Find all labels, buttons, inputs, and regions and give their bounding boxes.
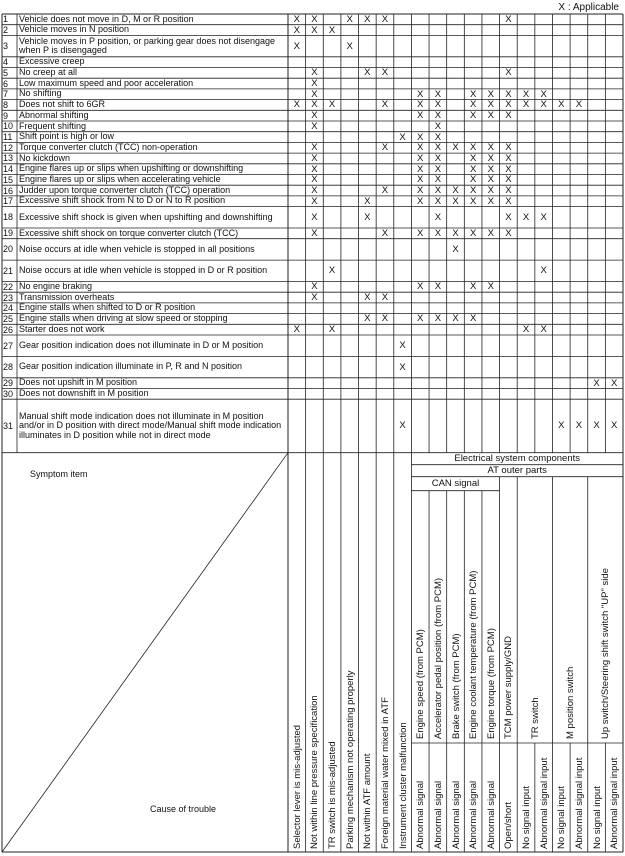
electrical-components-header: Electrical system components xyxy=(454,453,581,465)
applicable-mark: X xyxy=(505,110,512,121)
cause-sub-label: Abnormal signal xyxy=(450,780,462,849)
symptom-text: No creep at all xyxy=(19,67,78,78)
applicable-mark: X xyxy=(505,211,512,223)
can-signal-header: CAN signal xyxy=(431,478,480,490)
applicable-mark: X xyxy=(611,377,618,389)
applicable-mark: X xyxy=(434,185,442,196)
applicable-mark: X xyxy=(417,281,424,293)
symptom-text: No shifting xyxy=(19,88,62,99)
applicable-mark: X xyxy=(381,185,389,196)
legend: X : Applicable xyxy=(558,2,619,13)
applicable-mark: X xyxy=(417,110,424,121)
applicable-mark: X xyxy=(469,195,477,207)
applicable-mark: X xyxy=(452,243,459,255)
applicable-mark: X xyxy=(364,292,371,303)
applicable-mark: X xyxy=(381,142,389,154)
symptom-text: Frequent shifting xyxy=(19,121,87,131)
applicable-mark: X xyxy=(311,281,318,293)
applicable-mark: X xyxy=(364,313,371,325)
applicable-mark: X xyxy=(434,228,442,239)
applicable-mark: X xyxy=(311,88,318,100)
row-number: 13 xyxy=(3,153,14,164)
applicable-mark: X xyxy=(417,131,424,143)
applicable-mark: X xyxy=(293,40,300,52)
applicable-mark: X xyxy=(487,163,494,175)
grid-line xyxy=(2,453,288,852)
applicable-mark: X xyxy=(293,324,300,335)
row-number: 20 xyxy=(3,244,14,255)
applicable-mark: X xyxy=(381,67,389,79)
symptom-text: Noise occurs at idle when vehicle is stopped in all positions xyxy=(19,243,255,254)
applicable-mark: X xyxy=(469,163,477,175)
row-number: 30 xyxy=(3,388,14,399)
applicable-mark: X xyxy=(364,14,371,25)
row-number: 27 xyxy=(3,340,14,351)
cause-label: TCM power supply/GND xyxy=(503,636,515,739)
symptom-text: No kickdown xyxy=(19,153,71,163)
symptom-text: Excessive shift shock is given when upshifting and downshifting xyxy=(19,211,273,222)
applicable-mark: X xyxy=(469,142,477,154)
applicable-mark: X xyxy=(469,281,477,293)
symptom-text: No engine braking xyxy=(19,281,93,292)
applicable-mark: X xyxy=(487,142,494,154)
applicable-mark: X xyxy=(311,14,318,25)
applicable-mark: X xyxy=(487,195,494,207)
applicable-mark: X xyxy=(399,361,406,373)
cause-sub-label: Abnormal signal xyxy=(485,780,497,849)
applicable-mark: X xyxy=(540,88,547,100)
cause-label: M position switch xyxy=(565,666,577,739)
symptom-text: Transmission overheats xyxy=(19,292,115,302)
cause-label: TR switch xyxy=(529,697,541,739)
applicable-mark: X xyxy=(505,67,512,79)
cause-sub-label: Abnormal signal xyxy=(415,780,427,849)
applicable-mark: X xyxy=(469,228,477,239)
symptom-text: Engine stalls when shifted to D or R position xyxy=(19,302,196,313)
symptom-text: Starter does not work xyxy=(19,324,105,334)
row-number: 31 xyxy=(3,420,14,431)
applicable-mark: X xyxy=(311,195,318,207)
applicable-mark: X xyxy=(364,195,371,207)
applicable-mark: X xyxy=(505,185,512,196)
row-number: 5 xyxy=(3,67,9,78)
cause-of-trouble-label: Cause of trouble xyxy=(150,804,217,814)
applicable-mark: X xyxy=(505,88,512,100)
applicable-mark: X xyxy=(469,88,477,100)
applicable-mark: X xyxy=(434,281,442,293)
applicable-mark: X xyxy=(434,99,442,111)
row-number: 1 xyxy=(3,14,9,25)
applicable-mark: X xyxy=(434,110,442,121)
row-number: 16 xyxy=(3,185,14,196)
applicable-mark: X xyxy=(540,265,547,277)
applicable-mark: X xyxy=(346,14,353,25)
applicable-mark: X xyxy=(452,195,459,207)
symptom-text: Engine flares up or slips when upshifting or downshifting xyxy=(19,163,244,174)
applicable-mark: X xyxy=(381,313,389,325)
applicable-mark: X xyxy=(399,420,406,432)
applicable-mark: X xyxy=(505,174,512,186)
applicable-mark: X xyxy=(434,163,442,175)
applicable-mark: X xyxy=(364,211,371,223)
cause-sub-label: No signal input xyxy=(591,786,603,849)
applicable-mark: X xyxy=(505,14,512,25)
applicable-mark: X xyxy=(487,185,494,196)
applicable-mark: X xyxy=(311,24,318,36)
cause-label: Engine torque (from PCM) xyxy=(485,628,497,739)
cause-label: Parking mechanism not operating properly xyxy=(344,670,356,849)
applicable-mark: X xyxy=(417,185,424,196)
applicable-mark: X xyxy=(328,24,336,36)
applicable-mark: X xyxy=(311,211,318,223)
applicable-mark: X xyxy=(434,131,442,143)
applicable-mark: X xyxy=(417,163,424,175)
symptom-item-label: Symptom item xyxy=(30,468,88,479)
applicable-mark: X xyxy=(417,153,424,164)
cause-label: Engine speed (from PCM) xyxy=(415,629,427,739)
applicable-mark: X xyxy=(469,110,477,121)
symptom-text: Gear position indication illuminate in P, R and N position xyxy=(19,361,242,372)
applicable-mark: X xyxy=(417,313,424,325)
applicable-mark: X xyxy=(558,420,565,432)
applicable-mark: X xyxy=(381,292,389,303)
cause-sub-label: Abnormal signal input xyxy=(573,757,585,849)
applicable-mark: X xyxy=(293,24,300,36)
applicable-mark: X xyxy=(611,420,618,432)
applicable-mark: X xyxy=(487,228,494,239)
applicable-mark: X xyxy=(434,153,442,164)
symptom-text: Shift point is high or low xyxy=(19,131,115,142)
applicable-mark: X xyxy=(311,228,318,239)
applicable-mark: X xyxy=(505,163,512,175)
row-number: 17 xyxy=(3,196,14,207)
symptom-text: Does not upshift in M position xyxy=(19,377,138,388)
applicable-mark: X xyxy=(452,313,459,325)
applicable-mark: X xyxy=(311,292,318,303)
applicable-mark: X xyxy=(381,228,389,239)
applicable-mark: X xyxy=(452,142,459,154)
cause-label: Up switch/Steering shift switch "UP" side xyxy=(600,568,612,739)
applicable-mark: X xyxy=(487,110,494,121)
applicable-mark: X xyxy=(452,185,459,196)
applicable-mark: X xyxy=(328,324,336,335)
applicable-mark: X xyxy=(417,88,424,100)
symptom-text: Vehicle moves in N position xyxy=(19,24,130,35)
applicable-mark: X xyxy=(505,153,512,164)
applicable-mark: X xyxy=(575,420,583,432)
symptom-text: Noise occurs at idle when vehicle is stopped in D or R position xyxy=(19,265,268,276)
applicable-mark: X xyxy=(522,88,530,100)
cause-label: Not within ATF amount xyxy=(362,753,374,849)
applicable-mark: X xyxy=(469,174,477,186)
row-number: 14 xyxy=(3,164,14,175)
symptom-text: Gear position indication does not illuminate in D or M position xyxy=(19,339,264,350)
cause-sub-label: No signal input xyxy=(556,786,568,849)
applicable-mark: X xyxy=(311,78,318,89)
cause-label: Brake switch (from PCM) xyxy=(450,633,462,739)
applicable-mark: X xyxy=(328,265,336,277)
row-number: 7 xyxy=(3,89,9,100)
symptom-text: Vehicle does not move in D, M or R position xyxy=(19,14,194,24)
row-number: 24 xyxy=(3,303,14,314)
applicable-mark: X xyxy=(487,281,494,293)
applicable-mark: X xyxy=(381,14,389,25)
applicable-mark: X xyxy=(469,185,477,196)
cause-label: TR switch is mis-adjusted xyxy=(327,741,339,849)
applicable-mark: X xyxy=(434,174,442,186)
applicable-mark: X xyxy=(311,163,318,175)
applicable-mark: X xyxy=(417,142,424,154)
applicable-mark: X xyxy=(364,67,371,79)
applicable-mark: X xyxy=(540,211,547,223)
row-number: 4 xyxy=(3,57,9,68)
applicable-mark: X xyxy=(417,99,424,111)
applicable-mark: X xyxy=(593,377,600,389)
applicable-mark: X xyxy=(381,99,389,111)
row-number: 2 xyxy=(3,25,9,36)
applicable-mark: X xyxy=(487,153,494,164)
symptom-text: Torque converter clutch (TCC) non-operation xyxy=(19,142,198,152)
applicable-mark: X xyxy=(469,99,477,111)
applicable-mark: X xyxy=(469,313,477,325)
cause-sub-label: No signal input xyxy=(521,786,533,849)
applicable-mark: X xyxy=(293,99,300,111)
applicable-mark: X xyxy=(311,185,318,196)
symptom-text: Does not downshift in M position xyxy=(19,388,149,399)
symptom-text: Engine stalls when driving at slow speed or stopping xyxy=(19,313,228,324)
applicable-mark: X xyxy=(452,228,459,239)
applicable-mark: X xyxy=(311,99,318,111)
symptom-text: Vehicle moves in P position, or parking gear does not disengage when P is disengaged xyxy=(19,35,275,56)
applicable-mark: X xyxy=(575,99,583,111)
row-number: 6 xyxy=(3,78,9,89)
symptom-text: Engine flares up or slips when accelerating vehicle xyxy=(19,174,221,185)
row-number: 8 xyxy=(3,99,9,110)
at-outer-parts-header: AT outer parts xyxy=(487,465,547,477)
applicable-mark: X xyxy=(558,99,565,111)
applicable-mark: X xyxy=(399,131,406,143)
cause-label: Selector lever is mis-adjusted xyxy=(291,724,303,849)
row-number: 9 xyxy=(3,110,9,121)
symptom-text: Excessive creep xyxy=(19,56,85,67)
cause-label: Engine coolant temperature (from PCM) xyxy=(468,570,480,739)
applicable-mark: X xyxy=(540,324,547,335)
applicable-mark: X xyxy=(505,195,512,207)
symptom-text: Manual shift mode indication does not illuminate in M position and/or in D position with direct mode/Manual shift mode indication illuminates in D position while not in direct mode xyxy=(19,410,282,440)
applicable-mark: X xyxy=(311,142,318,154)
symptom-text: Excessive shift shock from N to D or N to R position xyxy=(19,195,226,206)
applicable-mark: X xyxy=(417,174,424,186)
row-number: 12 xyxy=(3,142,14,153)
row-number: 26 xyxy=(3,324,14,335)
row-number: 29 xyxy=(3,378,14,389)
row-number: 19 xyxy=(3,228,14,239)
applicable-mark: X xyxy=(399,340,406,352)
applicable-mark: X xyxy=(522,99,530,111)
symptom-text: Judder upon torque converter clutch (TCC) operation xyxy=(19,185,231,195)
applicable-mark: X xyxy=(487,174,494,186)
applicable-mark: X xyxy=(593,420,600,432)
applicable-mark: X xyxy=(417,228,424,239)
cause-sub-label: Abnormal signal xyxy=(432,780,444,849)
cause-label: Instrument cluster malfunction xyxy=(397,722,409,849)
cause-sub-label: Abnormal signal input xyxy=(538,757,550,849)
applicable-mark: X xyxy=(522,324,530,335)
applicable-mark: X xyxy=(434,195,442,207)
applicable-mark: X xyxy=(311,110,318,121)
row-number: 15 xyxy=(3,174,14,185)
applicable-mark: X xyxy=(522,211,530,223)
applicable-mark: X xyxy=(434,121,442,132)
applicable-mark: X xyxy=(434,211,442,223)
applicable-mark: X xyxy=(311,153,318,164)
applicable-mark: X xyxy=(434,142,442,154)
applicable-mark: X xyxy=(434,313,442,325)
applicable-mark: X xyxy=(311,67,318,79)
row-number: 18 xyxy=(3,212,14,223)
cause-sub-label: Abnormal signal input xyxy=(609,757,621,849)
applicable-mark: X xyxy=(505,142,512,154)
applicable-mark: X xyxy=(469,153,477,164)
applicable-mark: X xyxy=(311,174,318,186)
applicable-mark: X xyxy=(434,88,442,100)
row-number: 10 xyxy=(3,121,14,132)
symptom-text: Low maximum speed and poor acceleration xyxy=(19,78,194,88)
applicable-mark: X xyxy=(417,195,424,207)
cause-sub-label: Abnormal signal xyxy=(468,780,480,849)
cause-label: Foreign material water mixed in ATF xyxy=(379,697,391,849)
row-number: 25 xyxy=(3,313,14,324)
applicable-mark: X xyxy=(311,121,318,132)
cause-sub-label: Open/short xyxy=(503,802,515,849)
row-number: 22 xyxy=(3,281,14,292)
applicable-mark: X xyxy=(505,228,512,239)
cause-label: Accelerator pedal position (from PCM) xyxy=(432,577,444,739)
applicable-mark: X xyxy=(487,99,494,111)
applicable-mark: X xyxy=(540,99,547,111)
applicable-mark: X xyxy=(293,14,300,25)
symptom-text: Abnormal shifting xyxy=(19,110,89,120)
applicable-mark: X xyxy=(487,88,494,100)
cause-label: Not within line pressure specification xyxy=(309,695,321,849)
applicable-mark: X xyxy=(346,40,353,52)
symptom-text: Does not shift to 6GR xyxy=(19,99,106,110)
row-number: 3 xyxy=(3,41,9,52)
row-number: 11 xyxy=(3,132,13,143)
row-number: 21 xyxy=(3,265,14,276)
applicable-mark: X xyxy=(328,99,336,111)
symptom-text: Excessive shift shock on torque converter clutch (TCC) xyxy=(19,228,239,238)
row-number: 28 xyxy=(3,362,14,373)
row-number: 23 xyxy=(3,292,14,303)
applicable-mark: X xyxy=(505,99,512,111)
